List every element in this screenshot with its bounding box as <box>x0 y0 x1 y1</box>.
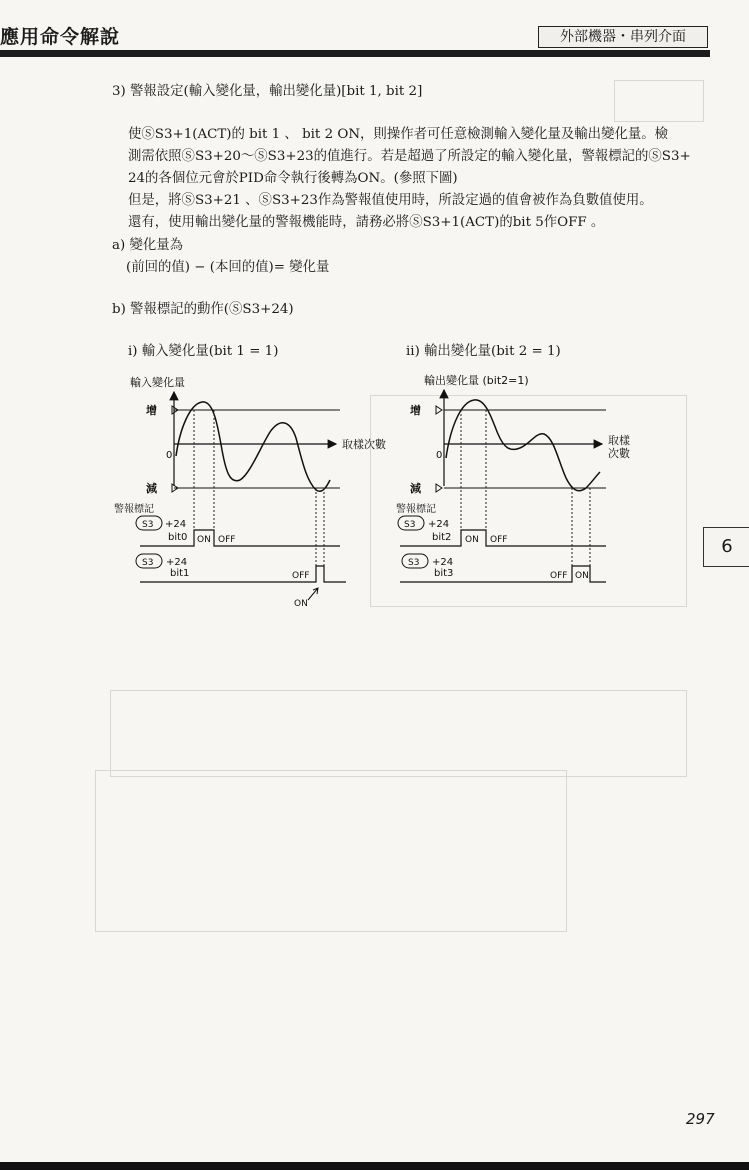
left-y-axis-label: 輸入變化量 <box>130 376 185 389</box>
body-line-4: 但是，將ⓈS3+21 、ⓈS3+23作為警報值使用時，所設定過的值會被作為負數值使用。 <box>128 193 653 208</box>
right-s3-text-2: S3 <box>408 558 420 568</box>
bleed-through-table <box>95 770 567 932</box>
left-signal-curve <box>176 402 330 491</box>
item-b-title: b) 警報標記的動作(ⓈS3+24) <box>112 302 294 317</box>
left-increase-label: 增 <box>146 404 157 417</box>
bleed-through-box <box>110 690 687 777</box>
item-a-title: a) 變化量為 <box>112 238 184 253</box>
body-line-5: 還有，使用輸出變化量的警報機能時，請務必將ⓈS3+1(ACT)的bit 5作OFF 。 <box>128 215 605 230</box>
section-heading: 3) 警報設定(輸入變化量，輸出變化量)[bit 1, bit 2] <box>112 84 423 99</box>
right-plus24-1: +24 <box>428 519 450 530</box>
left-s3-text-1: S3 <box>142 520 154 530</box>
chapter-tab: 6 <box>703 527 749 567</box>
right-chart-caption: ii) 輸出變化量(bit 2 = 1) <box>406 344 561 359</box>
page-number: 297 <box>686 1110 715 1128</box>
right-plus24-2: +24 <box>432 557 454 568</box>
left-s3-text-2: S3 <box>142 558 154 568</box>
left-bit0-label: bit0 <box>168 532 188 543</box>
left-alarm-chart <box>110 368 400 618</box>
page-title: 應用命令解說 <box>0 26 121 48</box>
right-increase-marker <box>436 406 442 414</box>
right-bit2-label: bit2 <box>432 532 452 543</box>
left-on-arrow <box>308 588 318 600</box>
right-zero-label: 0 <box>436 450 443 461</box>
body-line-3: 24的各個位元會於PID命令執行後轉為ON。(參照下圖) <box>128 171 458 186</box>
left-bit0-off: OFF <box>218 535 236 545</box>
left-x-axis-label: 取樣次數 <box>342 438 386 451</box>
left-plus24-1: +24 <box>165 519 187 530</box>
right-decrease-marker <box>436 484 442 492</box>
right-alarm-chart <box>388 368 648 593</box>
right-signal-curve <box>446 400 600 491</box>
left-bit1-off: OFF <box>292 571 310 581</box>
bleed-through-box <box>614 80 704 122</box>
right-flag-label: 警報標記 <box>396 504 436 515</box>
left-bit0-on: ON <box>197 535 211 545</box>
left-bit1-label: bit1 <box>170 568 190 579</box>
right-bit2-off: OFF <box>490 535 508 545</box>
right-x-axis-label-1: 取樣 <box>608 434 630 447</box>
left-decrease-label: 減 <box>146 482 157 495</box>
right-increase-label: 增 <box>410 404 421 417</box>
item-a-formula: (前回的值) − (本回的值)= 變化量 <box>126 260 330 275</box>
section-label: 外部機器・串列介面 <box>538 26 708 48</box>
left-flag-label: 警報標記 <box>114 504 154 515</box>
right-y-axis-label: 輸出變化量 (bit2=1) <box>424 374 529 387</box>
right-decrease-label: 減 <box>410 482 421 495</box>
body-line-2: 測需依照ⓈS3+20～ⓈS3+23的值進行。若是超過了所設定的輸入變化量，警報標記的ⓈS3+ <box>128 149 691 164</box>
left-zero-label: 0 <box>166 450 173 461</box>
right-s3-text-1: S3 <box>404 520 416 530</box>
right-x-axis-label-2: 次數 <box>608 447 630 460</box>
right-bit2-on: ON <box>465 535 479 545</box>
body-line-1: 使ⓈS3+1(ACT)的 bit 1 、 bit 2 ON，則操作者可任意檢測輸入變化量及輸出變化量。檢 <box>128 127 669 142</box>
right-bit3-label: bit3 <box>434 568 454 579</box>
left-chart-caption: i) 輸入變化量(bit 1 = 1) <box>128 344 279 359</box>
left-plus24-2: +24 <box>166 557 188 568</box>
left-on-arrow-label: ON <box>294 599 308 609</box>
bottom-edge-bar <box>0 1162 749 1170</box>
right-bit3-off: OFF <box>550 571 568 581</box>
right-bit3-on: ON <box>575 571 589 581</box>
header-rule <box>0 50 710 57</box>
